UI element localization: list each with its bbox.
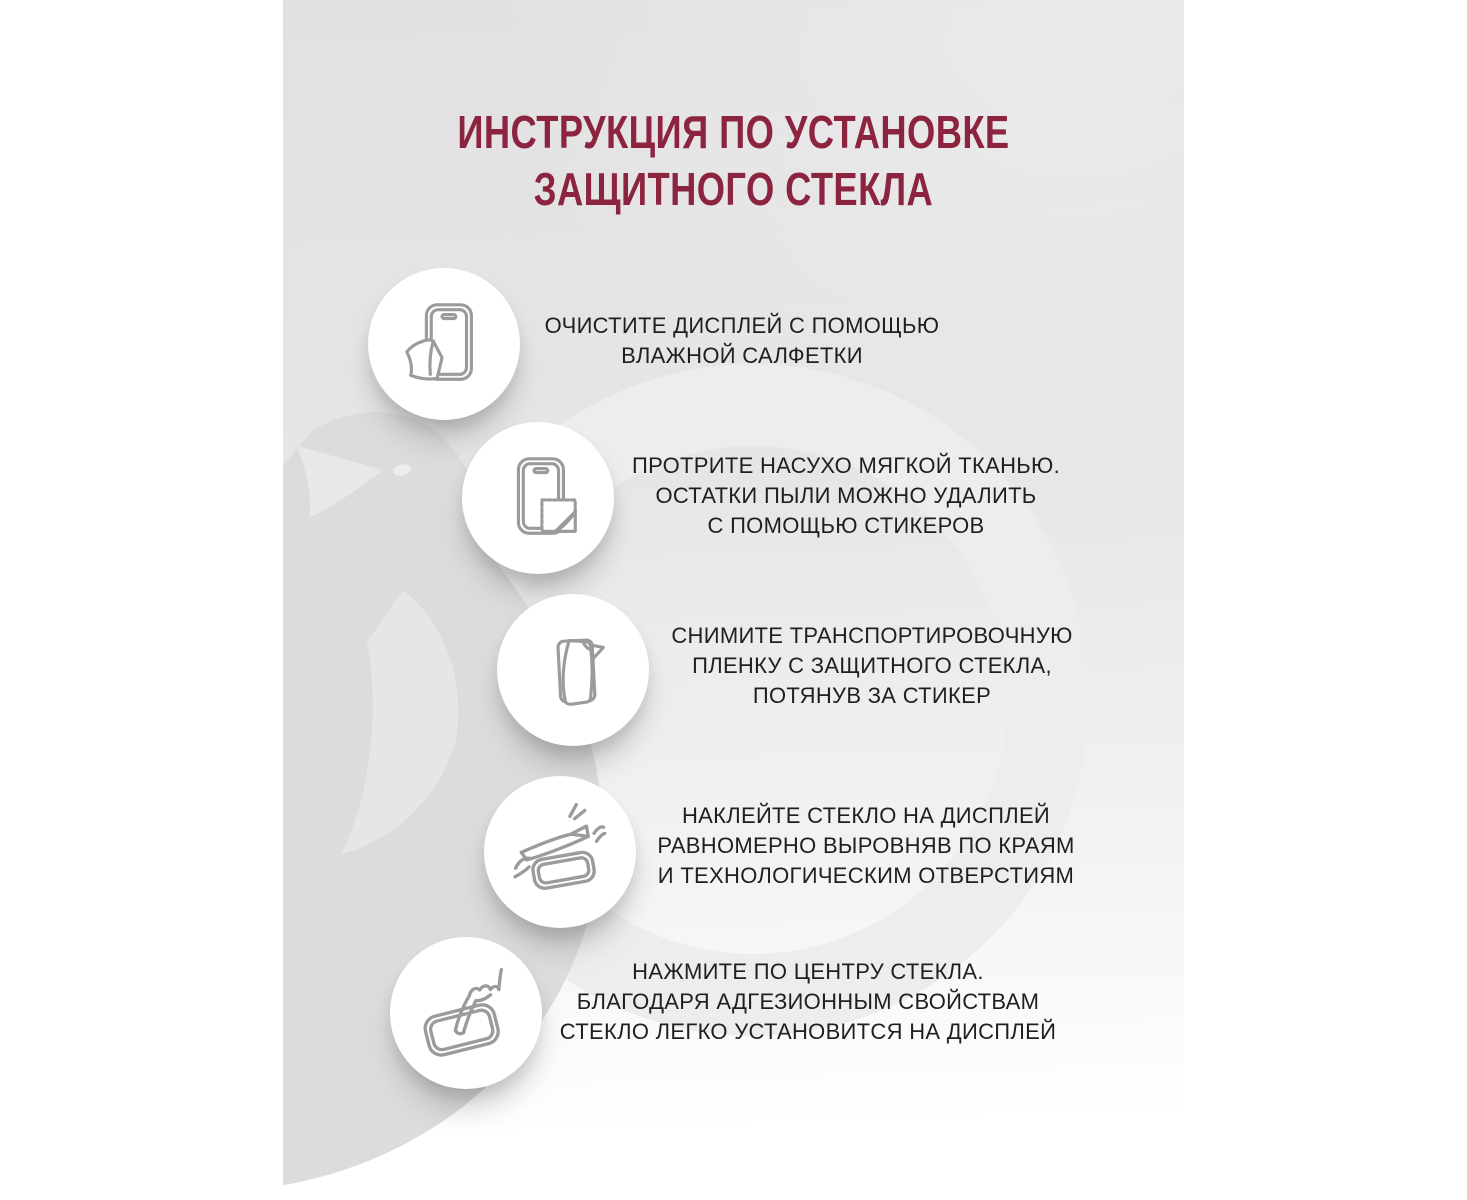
step-text-line: БЛАГОДАРЯ АДГЕЗИОННЫМ СВОЙСТВАМ xyxy=(576,989,1040,1014)
step-text-line: ПОТЯНУВ ЗА СТИКЕР xyxy=(752,683,992,708)
step-text-line: ПЛЕНКУ С ЗАЩИТНОГО СТЕКЛА, xyxy=(692,653,1052,678)
hands-align-glass-icon xyxy=(510,802,610,902)
step-3-icon-circle xyxy=(497,594,649,746)
film-peel-icon xyxy=(526,623,620,717)
press-center-icon xyxy=(416,963,516,1063)
step-2-text xyxy=(632,451,1060,541)
poster-title xyxy=(378,104,1090,218)
step-text-line: ВЛАЖНОЙ САЛФЕТКИ xyxy=(621,343,863,368)
step-text-line: НАЖМИТЕ ПО ЦЕНТРУ СТЕКЛА. xyxy=(632,959,984,984)
step-1-text xyxy=(545,311,940,371)
step-text-line: С ПОМОЩЬЮ СТИКЕРОВ xyxy=(707,513,985,538)
step-text-line: ПРОТРИТЕ НАСУХО МЯГКОЙ ТКАНЬЮ. xyxy=(632,453,1060,478)
step-4-icon-circle xyxy=(484,776,636,928)
step-text-line: НАКЛЕЙТЕ СТЕКЛО НА ДИСПЛЕЙ xyxy=(681,803,1051,828)
step-1-icon-circle xyxy=(368,268,520,420)
step-text-line: СТЕКЛО ЛЕГКО УСТАНОВИТСЯ НА ДИСПЛЕЙ xyxy=(559,1019,1057,1044)
step-4-text xyxy=(657,801,1074,891)
step-text-line: ОЧИСТИТЕ ДИСПЛЕЙ С ПОМОЩЬЮ xyxy=(544,313,940,338)
step-text-line: И ТЕХНОЛОГИЧЕСКИМ ОТВЕРСТИЯМ xyxy=(657,863,1075,888)
step-text-line: СНИМИТЕ ТРАНСПОРТИРОВОЧНУЮ xyxy=(671,623,1073,648)
phone-wipe-icon xyxy=(397,297,491,391)
step-2-icon-circle xyxy=(462,422,614,574)
title-line-2: ЗАЩИТНОГО СТЕКЛА xyxy=(533,163,934,215)
step-text-line: РАВНОМЕРНО ВЫРОВНЯВ ПО КРАЯМ xyxy=(657,833,1075,858)
title-line-1: ИНСТРУКЦИЯ ПО УСТАНОВКЕ xyxy=(457,106,1010,158)
instruction-poster xyxy=(283,0,1184,1200)
step-5-text xyxy=(560,957,1056,1047)
phone-sticker-icon xyxy=(491,451,585,545)
step-text-line: ОСТАТКИ ПЫЛИ МОЖНО УДАЛИТЬ xyxy=(655,483,1037,508)
step-5-icon-circle xyxy=(390,937,542,1089)
step-3-text xyxy=(671,621,1072,711)
